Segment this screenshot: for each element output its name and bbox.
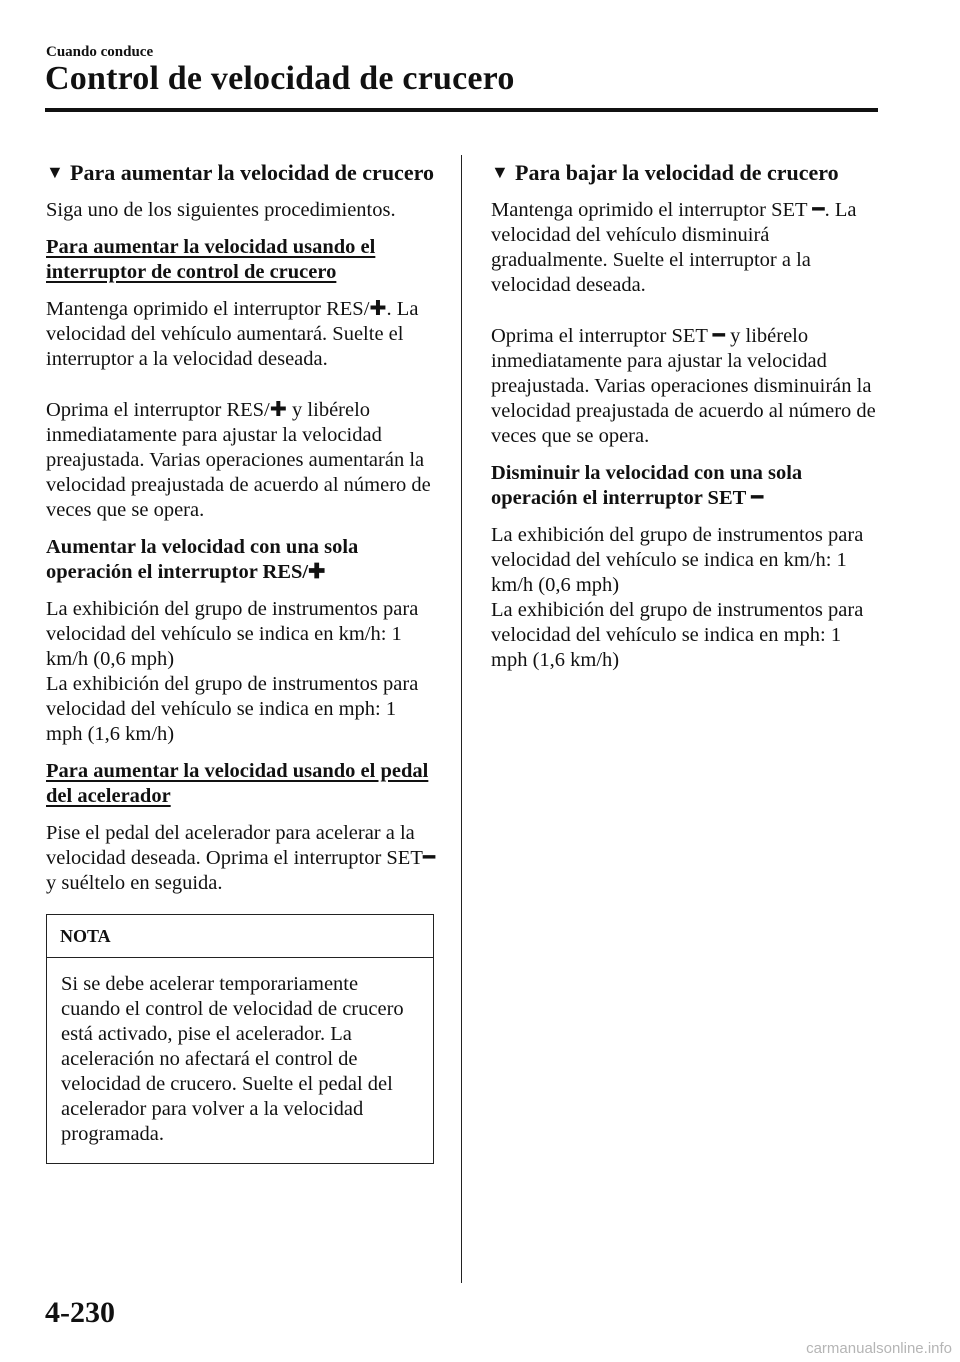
spacer bbox=[491, 310, 881, 324]
title-rule bbox=[45, 108, 878, 112]
decrease-paragraph-2: Oprima el interruptor SET ━ y libérelo inmediatamente para ajustar la velocidad preajustada. Varias operaciones disminuirán la velocidad preajustada de acuerdo al número de veces que se opera. bbox=[491, 325, 876, 447]
subheading-pedal-text: Para aumentar la velocidad usando el pedal del acelerador bbox=[46, 760, 429, 807]
single-res-kmh: La exhibición del grupo de instrumentos para velocidad del vehículo se indica en km/h: 1 km/h (0,6 mph) bbox=[46, 598, 419, 670]
switch-paragraph-2: Oprima el interruptor RES/✚ y libérelo inmediatamente para ajustar la velocidad preajustada. Varias operaciones aumentarán la velocidad preajustada de acuerdo al número de veces que se opera. bbox=[46, 399, 431, 521]
right-column bbox=[491, 160, 881, 685]
single-set-kmh: La exhibición del grupo de instrumentos para velocidad del vehículo se indica en km/h: 1 km/h (0,6 mph) bbox=[491, 524, 864, 596]
subheading-single-set: Disminuir la velocidad con una sola operación el interruptor SET ━ bbox=[491, 462, 803, 509]
chapter-label: Cuando conduce bbox=[46, 44, 154, 60]
subheading-single-res: Aumentar la velocidad con una sola operación el interruptor RES/✚ bbox=[46, 536, 359, 583]
triangle-down-icon: ▼ bbox=[46, 162, 64, 182]
note-label: NOTA bbox=[47, 915, 433, 958]
intro-text: Siga uno de los siguientes procedimientos. bbox=[46, 199, 396, 221]
subheading-switch-text: Para aumentar la velocidad usando el interruptor de control de crucero bbox=[46, 236, 376, 283]
section-heading-decrease bbox=[491, 160, 881, 185]
single-res-mph: La exhibición del grupo de instrumentos para velocidad del vehículo se indica en mph: 1 mph (1,6 km/h) bbox=[46, 673, 419, 745]
switch-paragraph-1: Mantenga oprimido el interruptor RES/✚. La velocidad del vehículo aumentará. Suelte el interruptor a la velocidad deseada. bbox=[46, 298, 419, 370]
page-title: Control de velocidad de crucero bbox=[45, 60, 515, 97]
column-divider bbox=[461, 155, 462, 1283]
left-column bbox=[46, 160, 436, 1164]
section-heading-increase bbox=[46, 160, 436, 185]
spacer bbox=[46, 384, 436, 398]
note-box bbox=[46, 914, 434, 1164]
note-text: Si se debe acelerar temporariamente cuando el control de velocidad de crucero está activado, pise el acelerador. La aceleración no afectará el control de velocidad de crucero. Suelte el pedal del acelerador para volver a la velocidad programada. bbox=[61, 973, 404, 1145]
triangle-down-icon: ▼ bbox=[491, 162, 509, 182]
subheading-switch bbox=[46, 235, 436, 285]
subheading-pedal bbox=[46, 759, 436, 809]
decrease-paragraph-1: Mantenga oprimido el interruptor SET ━. La velocidad del vehículo disminuirá gradualmente. Suelte el interruptor a la velocidad deseada. bbox=[491, 199, 857, 296]
single-set-mph: La exhibición del grupo de instrumentos para velocidad del vehículo se indica en mph: 1 mph (1,6 km/h) bbox=[491, 599, 864, 671]
section-heading-decrease-text: Para bajar la velocidad de crucero bbox=[515, 160, 839, 185]
page-number: 4-230 bbox=[45, 1296, 115, 1329]
section-heading-increase-text: Para aumentar la velocidad de crucero bbox=[70, 160, 434, 185]
watermark: carmanualsonline.info bbox=[806, 1340, 952, 1357]
pedal-paragraph: Pise el pedal del acelerador para acelerar a la velocidad deseada. Oprima el interruptor SET━ y suéltelo en seguida. bbox=[46, 822, 436, 894]
